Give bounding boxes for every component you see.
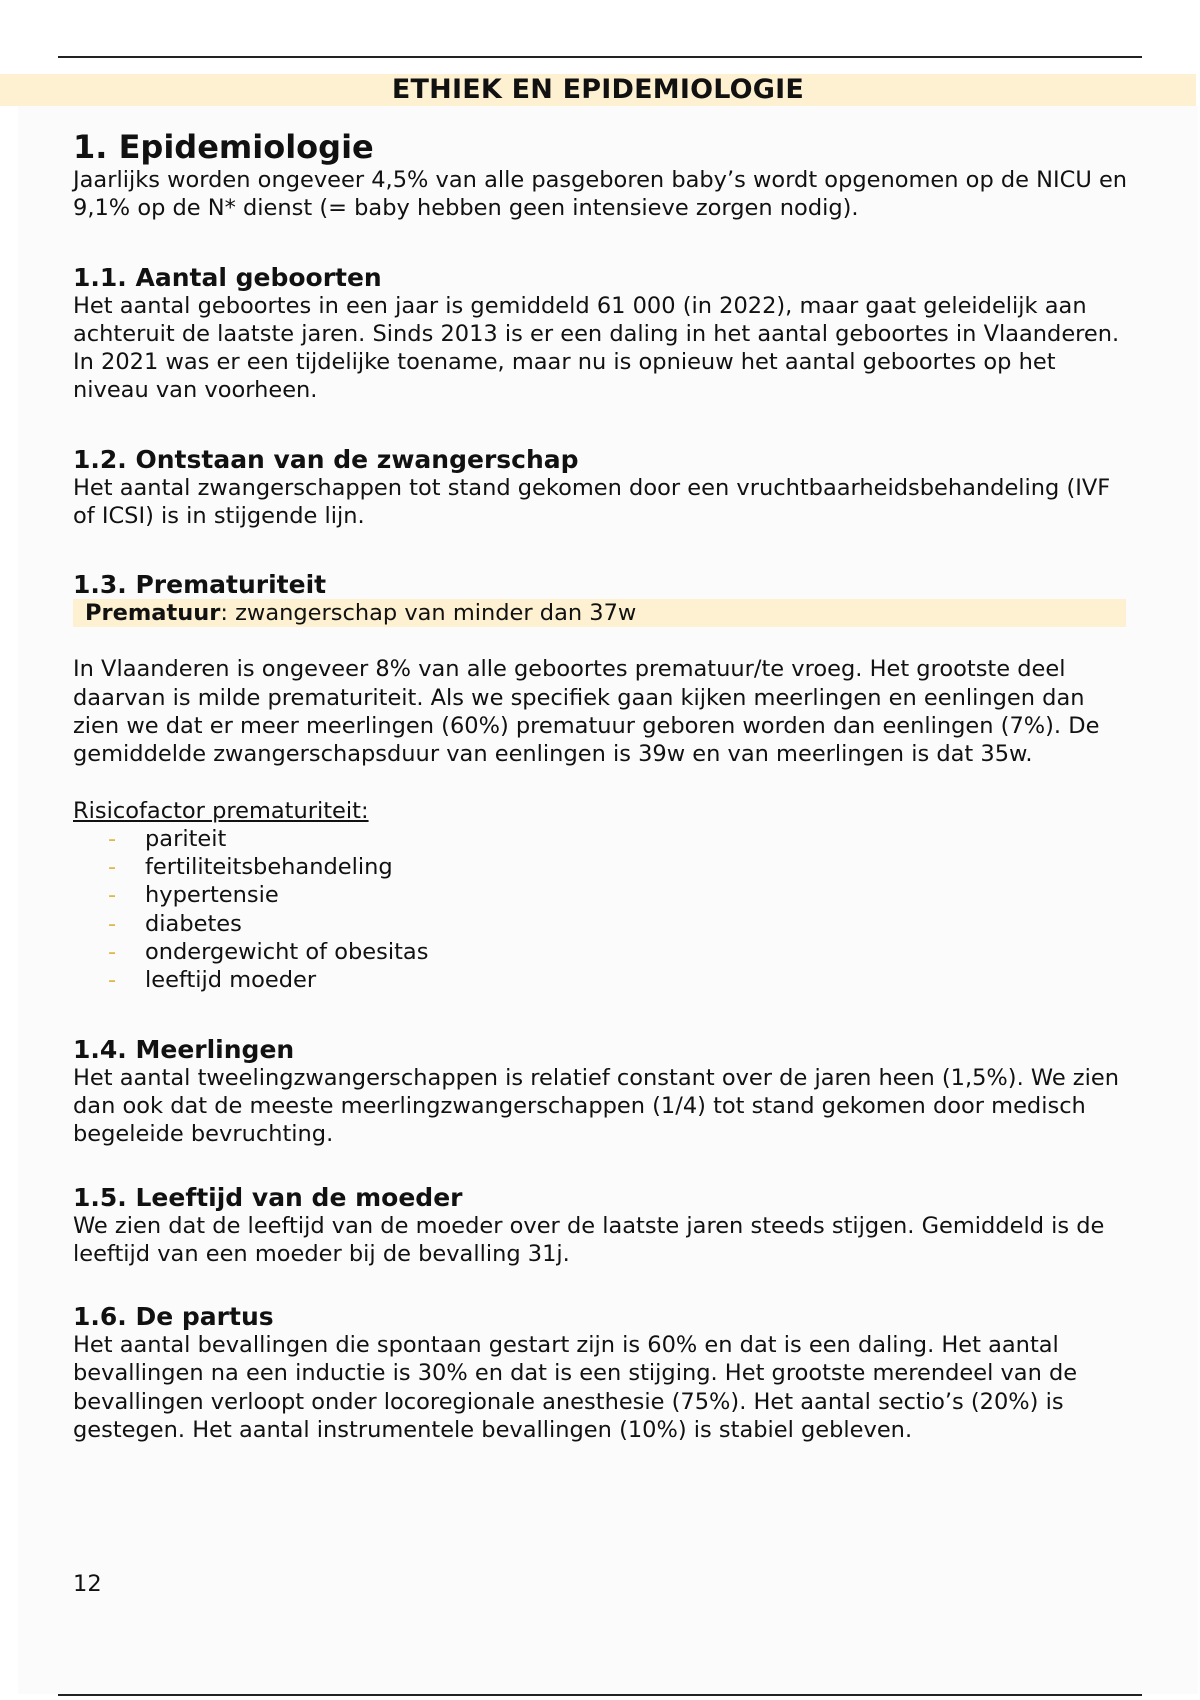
subsection-heading-prematuriteit: 1.3. Prematuriteit — [73, 570, 327, 600]
subsection-text-meerlingen: Het aantal tweelingzwangerschappen is relatief constant over de jaren heen (1,5%). We zien dan ook dat de meeste meerlingzwangerschappen (1/4) tot stand gekomen door medisch begeleide bevruchting. — [73, 1064, 1119, 1148]
subsection-text-ontstaan-zwangerschap: Het aantal zwangerschappen tot stand gekomen door een vruchtbaarheidsbehandeling (IVF of ICSI) is in stijgende lijn. — [73, 474, 1111, 530]
subsection-heading-ontstaan-zwangerschap: 1.2. Ontstaan van de zwangerschap — [73, 444, 579, 474]
subsection-text-leeftijd-moeder: We zien dat de leeftijd van de moeder over de laatste jaren steeds stijgen. Gemiddeld is de leeftijd van een moeder bij de bevalling 31j. — [73, 1212, 1105, 1267]
definition-box — [73, 599, 1126, 627]
list-item: - leeftijd moeder — [108, 967, 317, 994]
subsection-text-aantal-geboorten: Het aantal geboortes in een jaar is gemiddeld 61 000 (in 2022), maar gaat geleidelijk aan achteruit de laatste jaren. Sinds 2013 is er een daling in het aantal geboortes in Vlaanderen. In 2021 was er een tijdelijke toename, maar nu is opnieuw het aantal geboortes op het niveau van voorheen. — [73, 292, 1120, 404]
list-item: - diabetes — [108, 910, 242, 937]
subsection-heading-meerlingen: 1.4. Meerlingen — [73, 1034, 295, 1064]
bullet-dash: - — [108, 910, 117, 937]
page-content — [73, 128, 1128, 1444]
subsection-heading-partus: 1.6. De partus — [73, 1302, 274, 1332]
bullet-dash: - — [108, 825, 117, 852]
bullet-dash: - — [108, 854, 117, 881]
subsection-heading-aantal-geboorten: 1.1. Aantal geboorten — [73, 262, 382, 292]
subsection-heading-leeftijd-moeder: 1.5. Leeftijd van de moeder — [73, 1182, 463, 1212]
bullet-dash: - — [108, 882, 117, 909]
bullet-dash: - — [108, 939, 117, 966]
chapter-title: ETHIEK EN EPIDEMIOLOGIE — [0, 74, 1196, 106]
bottom-rule — [58, 1694, 1142, 1696]
definition-term: Prematuur — [85, 600, 221, 627]
list-item: - pariteit — [108, 825, 227, 852]
risk-factor-list — [73, 825, 1128, 995]
subsection-text-partus: Het aantal bevallingen die spontaan gestart zijn is 60% en dat is een daling. Het aantal bevallingen na een inductie is 30% en dat is een stijging. Het grootste merendeel van de bevallingen verloopt onder locoregionale anesthesie (75%). Het aantal sectio’s (20%) is gestegen. Het aantal instrumentele bevallingen (10%) is stabiel gebleven. — [73, 1332, 1078, 1444]
section-heading-epidemiologie: 1. Epidemiologie — [73, 128, 374, 166]
list-item: - ondergewicht of obesitas — [108, 939, 429, 966]
section-intro: Jaarlijks worden ongeveer 4,5% van alle pasgeboren baby’s wordt opgenomen op de NICU en 9,1% op de N* dienst (= baby hebben geen intensieve zorgen nodig). — [73, 167, 1128, 222]
page-number: 12 — [73, 1571, 102, 1597]
bullet-dash: - — [108, 967, 117, 994]
list-item: - fertiliteitsbehandeling — [108, 854, 393, 881]
risk-factor-title: Risicofactor prematuriteit: — [73, 797, 369, 824]
definition-text: : zwangerschap van minder dan 37w — [220, 600, 637, 627]
subsection-text-prematuriteit: In Vlaanderen is ongeveer 8% van alle geboortes prematuur/te vroeg. Het grootste deel daarvan is milde prematuriteit. Als we specifiek gaan kijken meerlingen en eenlingen dan zien we dat er meer meerlingen (60%) prematuur geboren worden dan eenlingen (7%). De gemiddelde zwangerschapsduur van eenlingen is 39w en van meerlingen is dat 35w. — [73, 656, 1100, 768]
top-rule — [58, 56, 1142, 58]
list-item: - hypertensie — [108, 882, 279, 909]
